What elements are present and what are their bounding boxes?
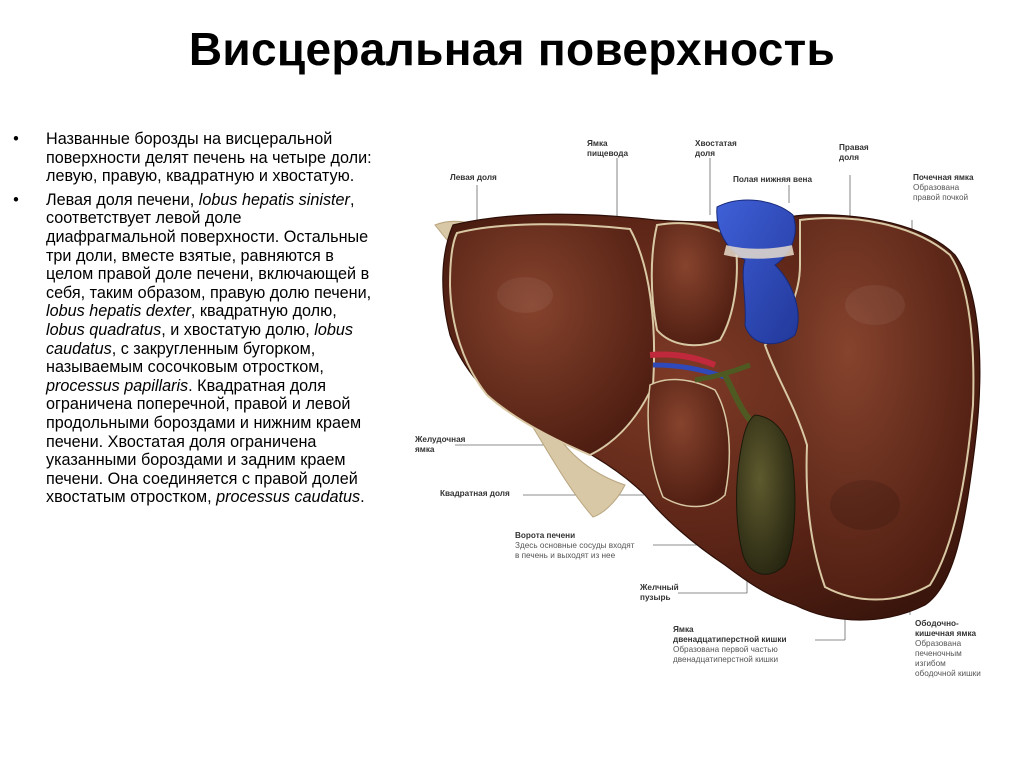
latin-term: lobus hepatis sinister (198, 190, 350, 209)
label-quadrate-lobe: Квадратная доля (440, 489, 510, 498)
label-line: двенадцатиперстной кишки (673, 635, 787, 644)
label-line: Ворота печени (515, 531, 576, 540)
label-line: доля (695, 149, 715, 158)
label-esophageal-impression (587, 139, 628, 159)
bullet-text: Названные борозды на висцеральной поверхности делят печень на четыре доли: левую, правую, квадратную и хвостатую. (46, 130, 372, 186)
liver-illustration (395, 125, 1015, 705)
slide-title: Висцеральная поверхность (188, 23, 836, 75)
label-sub: в печень и выходят из нее (515, 551, 616, 560)
latin-term: lobus quadratus (46, 320, 162, 339)
label-sub: изгибом (915, 659, 946, 668)
label-sub: правой почкой (913, 193, 969, 202)
label-porta-hepatis (515, 531, 635, 561)
label-gallbladder (640, 583, 679, 603)
bullet-list (10, 130, 375, 512)
bullet-item (10, 191, 375, 507)
label-sub: Образована первой частью (673, 645, 778, 654)
label-sub: Образована (913, 183, 960, 192)
label-sub: Образована (915, 639, 962, 648)
latin-term: processus papillaris (46, 376, 189, 395)
label-sub: Здесь основные сосуды входят (515, 541, 635, 550)
label-caudate-lobe (695, 139, 737, 159)
bullet-text: , квадратную долю, (190, 302, 337, 321)
bullet-text: Левая доля печени, (46, 190, 199, 209)
bullet-text: . Квадратная доля ограничена поперечной, правой и левой продольными бороздами и нижним краем печени. Хвостатая доля ограничена указанными бороздами и задним краем печени. Она соединяется с правой долей хвостатым отростком, (46, 376, 362, 507)
label-line: кишечная ямка (915, 629, 977, 638)
label-line: пузырь (640, 593, 671, 602)
label-line: Правая (839, 143, 869, 152)
label-line: Желудочная (415, 435, 466, 444)
label-gastric-impression (415, 435, 465, 455)
label-left-lobe: Левая доля (450, 173, 497, 182)
liver-drawing (395, 125, 1015, 705)
latin-term: lobus caudatus (46, 320, 353, 358)
bullet-text: , соответствует левой доле диафрагмальной поверхности. Остальные три доли, вместе взятые, равняются в целом правой доле печени, включающей в себя, таким образом, правую долю печени, (46, 190, 372, 302)
bullet-text: . (360, 488, 365, 507)
label-inferior-vena-cava: Полая нижняя вена (733, 175, 813, 184)
label-line: доля (839, 153, 859, 162)
bullet-item (10, 130, 375, 186)
label-sub: ободочной кишки (915, 669, 981, 678)
label-line: ямка (415, 445, 435, 454)
label-sub: печеночным (915, 649, 962, 658)
label-line: Ободочно- (915, 619, 959, 628)
bullet-text: , с закругленным бугорком, называемым сосочковым отростком, (46, 339, 324, 377)
label-line: Хвостатая (695, 139, 737, 148)
label-colic-impression (915, 619, 981, 679)
latin-term: lobus hepatis dexter (46, 302, 191, 321)
label-sub: двенадцатиперстной кишки (673, 655, 779, 664)
label-duodenal-impression (673, 625, 787, 665)
label-right-lobe (839, 143, 869, 163)
bullet-marker: • (13, 190, 19, 209)
label-line: Почечная ямка (913, 173, 974, 182)
bullet-text: , и хвостатую долю, (161, 320, 315, 339)
label-line: пищевода (587, 149, 629, 158)
bullet-marker: • (13, 130, 19, 148)
label-line: Ямка (673, 625, 694, 634)
latin-term: processus caudatus (216, 488, 361, 507)
label-line: Желчный (640, 583, 679, 592)
label-line: Ямка (587, 139, 608, 148)
label-renal-impression (913, 173, 974, 203)
